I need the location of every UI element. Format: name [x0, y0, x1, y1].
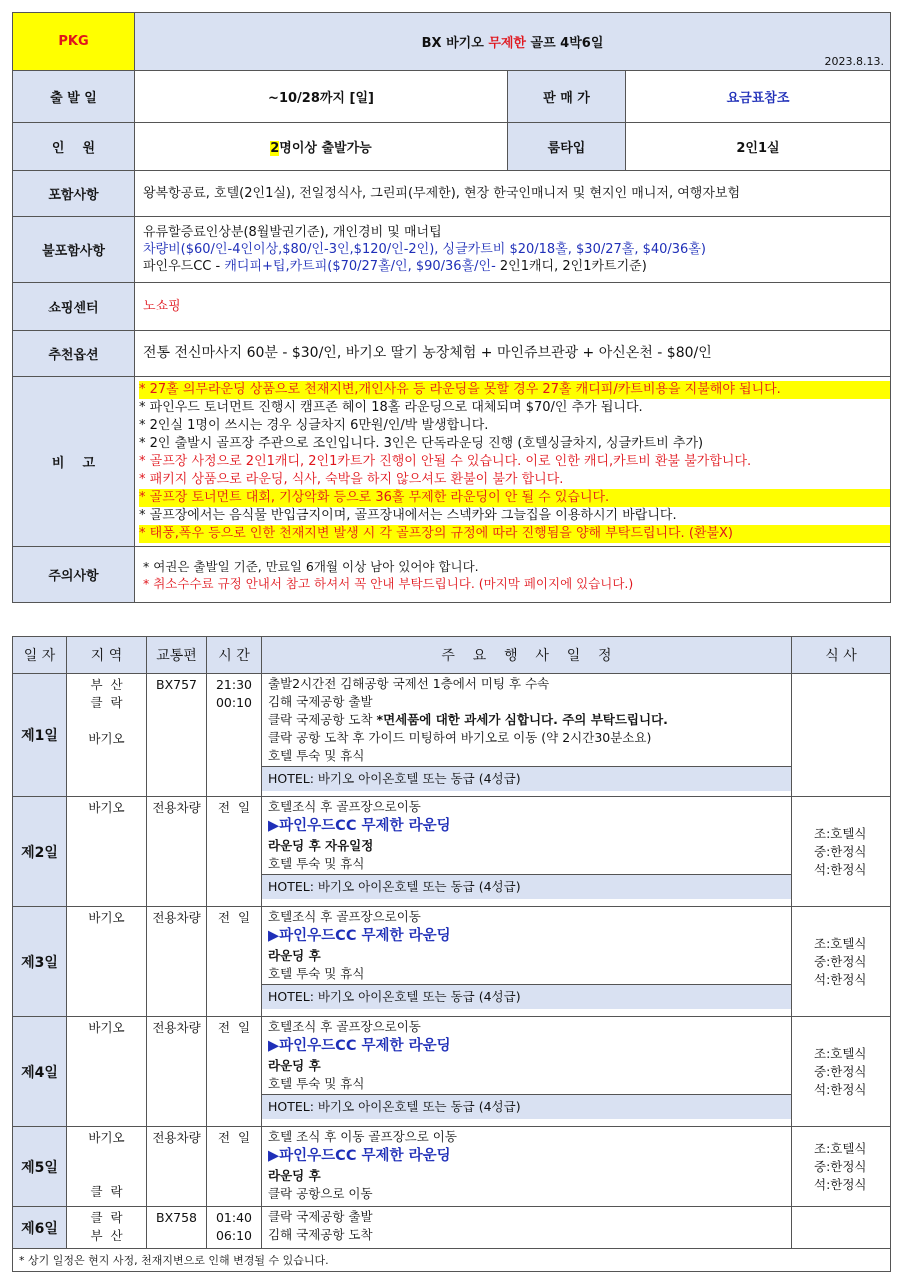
- day-label: 제6일: [13, 1207, 67, 1249]
- meal-lunch: 중:한정식: [814, 1158, 867, 1174]
- region-cell: [67, 674, 147, 797]
- caution-label: 주의사항: [13, 547, 135, 603]
- program-lines: [262, 1207, 791, 1245]
- program-cell: [262, 1127, 792, 1207]
- departure-label: 출 발 일: [13, 71, 135, 123]
- region-name: 바기오: [88, 800, 125, 815]
- exclude-value: 유류할증료인상분(8월발권기준), 개인경비 및 매너팁 차량비($60/인-4인이상,$80/인-3인,$120/인-2인), 싱글카트비 $20/18홀, $30/27홀, $40/36홀) 파인우드CC - 캐디피+팁,카트피($70/27홀/인, $90/36홀/인- 2인1캐디, 2인1카트기준): [135, 217, 891, 283]
- meal-breakfast: 조:호텔식: [814, 935, 867, 951]
- day-label: 제1일: [13, 674, 67, 797]
- people-label: 인 원: [13, 123, 135, 171]
- region-name: 클 락: [90, 695, 123, 710]
- day-label: 제4일: [13, 1017, 67, 1127]
- program-line: 클락 국제공항 출발: [268, 1209, 373, 1224]
- itinerary-row: [13, 1207, 891, 1249]
- transport-cell: 전용차량: [147, 797, 207, 907]
- program-line: 호텔 투숙 및 휴식: [268, 1076, 365, 1091]
- region-name: 바기오: [88, 731, 125, 746]
- pkg-badge: PKG: [13, 13, 135, 71]
- program-lines: [262, 1127, 791, 1204]
- program-lines: [262, 907, 791, 984]
- caution-value: * 여권은 출발일 기준, 만료일 6개월 이상 남아 있어야 합니다. * 취소수수료 규정 안내서 참고 하셔서 꼭 안내 부탁드립니다. (마지막 페이지에 있습니다.): [135, 547, 891, 603]
- meal-lunch: 중:한정식: [814, 1063, 867, 1079]
- time-value: 전 일: [217, 1130, 251, 1145]
- time-value: 06:10: [215, 1228, 253, 1243]
- meal-breakfast: 조:호텔식: [814, 1140, 867, 1156]
- hotel-line: HOTEL: 바기오 아이온호텔 또는 동급 (4성급): [262, 1094, 791, 1119]
- time-cell: [207, 797, 262, 907]
- meal-cell: [792, 907, 891, 1017]
- program-line: 라운딩 후: [268, 1058, 321, 1073]
- header-region: 지 역: [67, 637, 147, 674]
- program-line: 김해 국제공항 도착: [268, 1227, 373, 1242]
- program-line: 출발2시간전 김해공항 국제선 1층에서 미팅 후 수속: [268, 676, 550, 691]
- program-lines: [262, 1017, 791, 1094]
- program-line: 라운딩 후: [268, 948, 321, 963]
- time-cell: [207, 1017, 262, 1127]
- time-value: 전 일: [217, 1020, 251, 1035]
- golf-round-line: ▶파인우드CC 무제한 라운딩: [268, 1148, 451, 1164]
- region-cell: [67, 1017, 147, 1127]
- day-label: 제2일: [13, 797, 67, 907]
- include-value: 왕복항공료, 호텔(2인1실), 전일정식사, 그린피(무제한), 현장 한국인매니저 및 현지인 매니저, 여행자보험: [135, 171, 891, 217]
- program-cell: [262, 1207, 792, 1249]
- region-cell: [67, 1127, 147, 1207]
- header-transport: 교통편: [147, 637, 207, 674]
- region-name: 바기오: [88, 1130, 125, 1145]
- region-cell: [67, 907, 147, 1017]
- hotel-line: HOTEL: 바기오 아이온호텔 또는 동급 (4성급): [262, 766, 791, 791]
- include-label: 포함사항: [13, 171, 135, 217]
- golf-round-line: ▶파인우드CC 무제한 라운딩: [268, 928, 451, 944]
- region-name: 부 산: [90, 677, 123, 692]
- header-time: 시 간: [207, 637, 262, 674]
- product-title: BX 바기오 무제한 골프 4박6일 2023.8.13.: [135, 13, 891, 71]
- region-name: 바기오: [88, 910, 125, 925]
- meal-dinner: 석:한정식: [814, 1176, 867, 1192]
- remark-item: * 골프장 토너먼트 대회, 기상악화 등으로 36홀 무제한 라운딩이 안 될 수 있습니다.: [139, 489, 890, 507]
- price-value: 요금표참조: [626, 71, 891, 123]
- itinerary-row: [13, 674, 891, 797]
- people-value: 2명이상 출발가능: [135, 123, 508, 171]
- program-cell: [262, 907, 792, 1017]
- time-value: 21:30: [215, 677, 253, 692]
- golf-round-line: ▶파인우드CC 무제한 라운딩: [268, 1038, 451, 1054]
- meal-dinner: 석:한정식: [814, 971, 867, 987]
- region-name: [67, 1165, 146, 1183]
- program-line: 클락 국제공항 도착 *면세품에 대한 과세가 심합니다. 주의 부탁드립니다.: [268, 712, 668, 727]
- document-date: 2023.8.13.: [824, 55, 885, 68]
- product-info-table: [12, 12, 891, 603]
- program-line: 라운딩 후 자유일정: [268, 838, 374, 853]
- room-label: 룸타입: [508, 123, 626, 171]
- meal-breakfast: 조:호텔식: [814, 1045, 867, 1061]
- time-value: 01:40: [215, 1210, 253, 1225]
- program-line: 클락 공항으로 이동: [268, 1186, 373, 1201]
- option-value: 전통 전신마사지 60분 - $30/인, 바기오 딸기 농장체험 + 마인쥬브관광 + 아신온천 - $80/인: [135, 331, 891, 377]
- price-label: 판 매 가: [508, 71, 626, 123]
- golf-round-line: ▶파인우드CC 무제한 라운딩: [268, 818, 451, 834]
- day-label: 제3일: [13, 907, 67, 1017]
- program-cell: [262, 1017, 792, 1127]
- hotel-line: HOTEL: 바기오 아이온호텔 또는 동급 (4성급): [262, 874, 791, 899]
- itinerary-row: [13, 1127, 891, 1207]
- day-label: 제5일: [13, 1127, 67, 1207]
- schedule-footnote: * 상기 일정은 현지 사정, 천재지변으로 인해 변경될 수 있습니다.: [13, 1249, 891, 1272]
- meal-lunch: 중:한정식: [814, 843, 867, 859]
- time-value: 전 일: [217, 910, 251, 925]
- program-line: 호텔 투숙 및 휴식: [268, 966, 365, 981]
- program-line: 호텔조식 후 골프장으로이동: [268, 1019, 421, 1034]
- meal-cell: [792, 797, 891, 907]
- program-line: 클락 공항 도착 후 가이드 미팅하여 바기오로 이동 (약 2시간30분소요): [268, 730, 652, 745]
- transport-cell: 전용차량: [147, 1127, 207, 1207]
- remark-item: * 태풍,폭우 등으로 인한 천재지변 발생 시 각 골프장의 규정에 따라 진행됨을 양해 부탁드립니다. (환불X): [139, 525, 890, 543]
- time-cell: [207, 674, 262, 797]
- program-lines: [262, 797, 791, 874]
- region-name: [67, 1147, 146, 1165]
- time-cell: [207, 907, 262, 1017]
- remark-item: * 골프장 사정으로 2인1캐디, 2인1카트가 진행이 안될 수 있습니다. 이로 인한 캐디,카트비 환불 불가합니다.: [139, 453, 752, 469]
- remark-item: * 골프장에서는 음식물 반입금지이며, 골프장내에서는 스넥카와 그늘집을 이용하시기 바랍니다.: [139, 507, 677, 523]
- time-value: 전 일: [217, 800, 251, 815]
- program-line: 라운딩 후: [268, 1168, 321, 1183]
- program-line: 호텔 투숙 및 휴식: [268, 856, 365, 871]
- duty-free-warning: *면세품에 대한 과세가 심합니다. 주의 부탁드립니다.: [376, 712, 668, 727]
- meal-dinner: 석:한정식: [814, 1081, 867, 1097]
- program-line: 호텔 조식 후 이동 골프장으로 이동: [268, 1129, 457, 1144]
- meal-cell: [792, 1017, 891, 1127]
- region-name: 클 락: [90, 1184, 123, 1199]
- transport-cell: 전용차량: [147, 1017, 207, 1127]
- header-meal: 식 사: [792, 637, 891, 674]
- region-name: 부 산: [90, 1228, 123, 1243]
- meal-lunch: 중:한정식: [814, 953, 867, 969]
- remark-item: * 파인우드 토너먼트 진행시 캠프존 헤이 18홀 라운딩으로 대체되며 $70/인 추가 됩니다.: [139, 399, 643, 415]
- remarks-list: [135, 377, 891, 547]
- departure-value: ~10/28까지 [일]: [135, 71, 508, 123]
- hotel-line: HOTEL: 바기오 아이온호텔 또는 동급 (4성급): [262, 984, 791, 1009]
- exclude-label: 불포함사항: [13, 217, 135, 283]
- room-value: 2인1실: [626, 123, 891, 171]
- program-cell: [262, 797, 792, 907]
- time-cell: [207, 1207, 262, 1249]
- program-line: 김해 국제공항 출발: [268, 694, 373, 709]
- meal-breakfast: 조:호텔식: [814, 825, 867, 841]
- program-cell: [262, 674, 792, 797]
- header-program: 주 요 행 사 일 정: [262, 637, 792, 674]
- title-unlimited: 무제한: [488, 36, 526, 51]
- remark-item: * 27홀 의무라운딩 상품으로 천재지변,개인사유 등 라운딩을 못할 경우 27홀 캐디피/카트비용을 지불해야 됩니다.: [139, 381, 890, 399]
- region-name: 바기오: [88, 1020, 125, 1035]
- region-cell: [67, 1207, 147, 1249]
- shopping-value: 노쇼핑: [135, 283, 891, 331]
- meal-cell: [792, 1127, 891, 1207]
- remarks-label: 비 고: [13, 377, 135, 547]
- transport-cell: 전용차량: [147, 907, 207, 1017]
- shopping-label: 쇼핑센터: [13, 283, 135, 331]
- meal-cell: [792, 674, 891, 797]
- program-line: 호텔 투숙 및 휴식: [268, 748, 365, 763]
- remark-item: * 2인 출발시 골프장 주관으로 조인입니다. 3인은 단독라운딩 진행 (호텔싱글차지, 싱글카트비 추가): [139, 435, 704, 451]
- program-line: 호텔조식 후 골프장으로이동: [268, 909, 421, 924]
- program-line: 호텔조식 후 골프장으로이동: [268, 799, 421, 814]
- time-cell: [207, 1127, 262, 1207]
- transport-cell: BX758: [147, 1207, 207, 1249]
- itinerary-row: [13, 797, 891, 907]
- option-label: 추천옵션: [13, 331, 135, 377]
- region-cell: [67, 797, 147, 907]
- region-name: [67, 712, 146, 730]
- remark-item: * 패키지 상품으로 라운딩, 식사, 숙박을 하지 않으셔도 환불이 불가 합니다.: [139, 471, 564, 487]
- remark-item: * 2인실 1명이 쓰시는 경우 싱글차지 6만원/인/박 발생합니다.: [139, 417, 489, 433]
- itinerary-table: [12, 636, 891, 1272]
- meal-cell: [792, 1207, 891, 1249]
- header-day: 일 자: [13, 637, 67, 674]
- meal-dinner: 석:한정식: [814, 861, 867, 877]
- program-lines: [262, 674, 791, 766]
- transport-cell: BX757: [147, 674, 207, 797]
- itinerary-row: [13, 1017, 891, 1127]
- region-name: 클 락: [90, 1210, 123, 1225]
- time-value: 00:10: [215, 695, 253, 710]
- itinerary-row: [13, 907, 891, 1017]
